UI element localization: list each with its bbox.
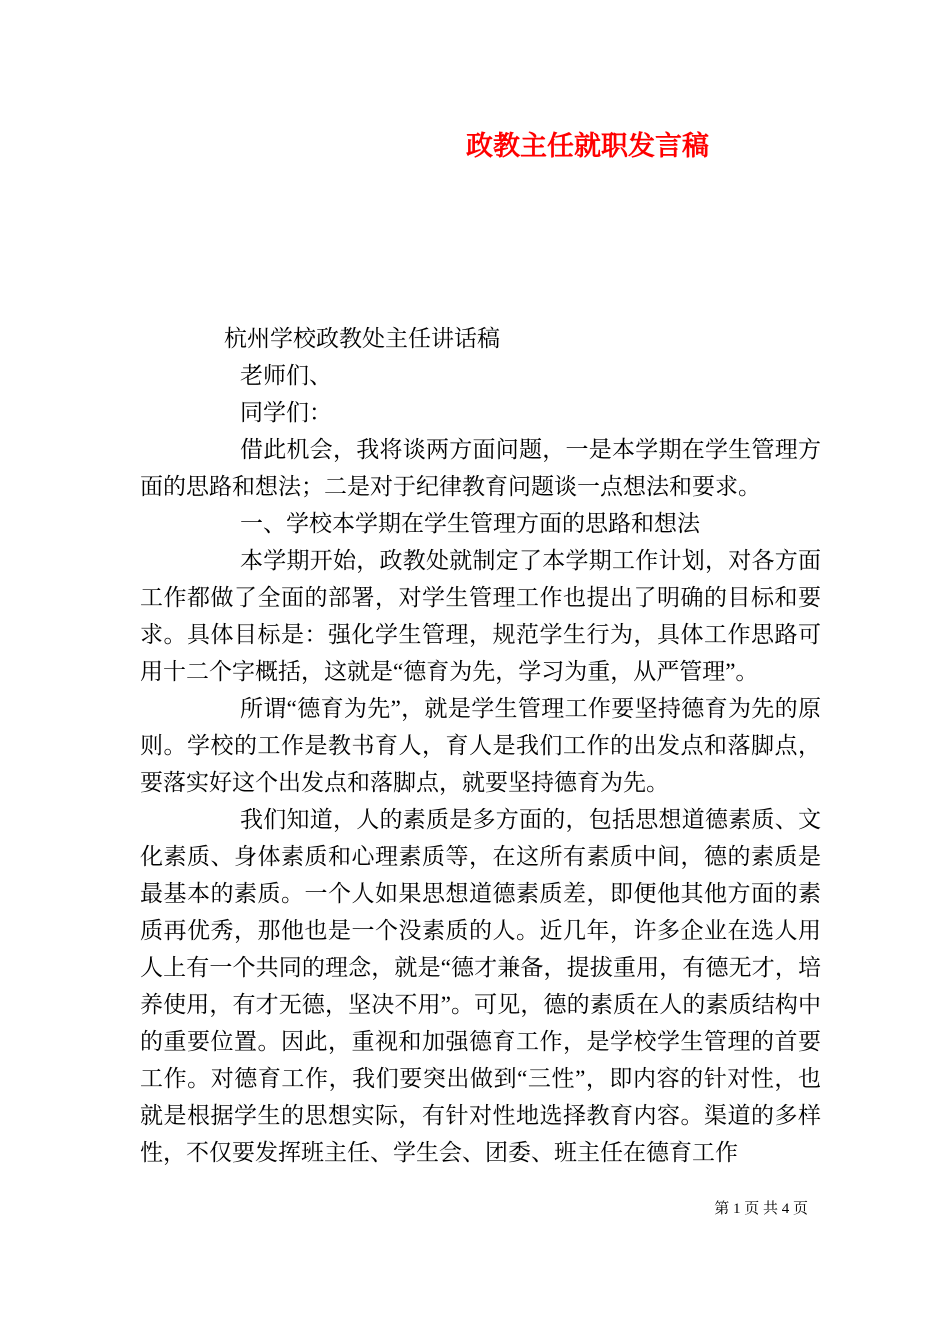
page-number-footer: 第 1 页 共 4 页 [714,1201,808,1217]
paragraph: 本学期开始，政教处就制定了本学期工作计划，对各方面工作都做了全面的部署，对学生管理工作也提出了明确的目标和要求。具体目标是：强化学生管理，规范学生行为，具体工作思路可用十二个字概括，这就是“德育为先，学习为重，从严管理”。 [140,548,821,684]
paragraph: 所谓“德育为先”，就是学生管理工作要坚持德育为先的原则。学校的工作是教书育人，育人是我们工作的出发点和落脚点，要落实好这个出发点和落脚点，就要坚持德育为先。 [140,696,821,795]
paragraph: 我们知道，人的素质是多方面的，包括思想道德素质、文化素质、身体素质和心理素质等，在这所有素质中间，德的素质是最基本的素质。一个人如果思想道德素质差，即便他其他方面的素质再优秀，那他也是一个没素质的人。近几年，许多企业在选人用人上有一个共同的理念，就是“德才兼备，提拔重用，有德无才，培养使用，有才无德，坚决不用”。可见，德的素质在人的素质结构中的重要位置。因此，重视和加强德育工作，是学校学生管理的首要工作。对德育工作，我们要突出做到“三性”，即内容的针对性，也就是根据学生的思想实际，有针对性地选择教育内容。渠道的多样性，不仅要发挥班主任、学生会、团委、班主任在德育工作 [140,807,821,1165]
paragraph: 借此机会，我将谈两方面问题，一是本学期在学生管理方面的思路和想法；二是对于纪律教育问题谈一点想法和要求。 [140,437,821,499]
paragraph: 一、学校本学期在学生管理方面的思路和想法 [240,511,700,536]
paragraph: 杭州学校政教处主任讲话稿 [224,326,500,351]
document-title: 政教主任就职发言稿 [466,131,709,161]
paragraph: 老师们、 [240,363,332,388]
document-body [140,320,821,1171]
paragraph: 同学们： [240,400,332,425]
